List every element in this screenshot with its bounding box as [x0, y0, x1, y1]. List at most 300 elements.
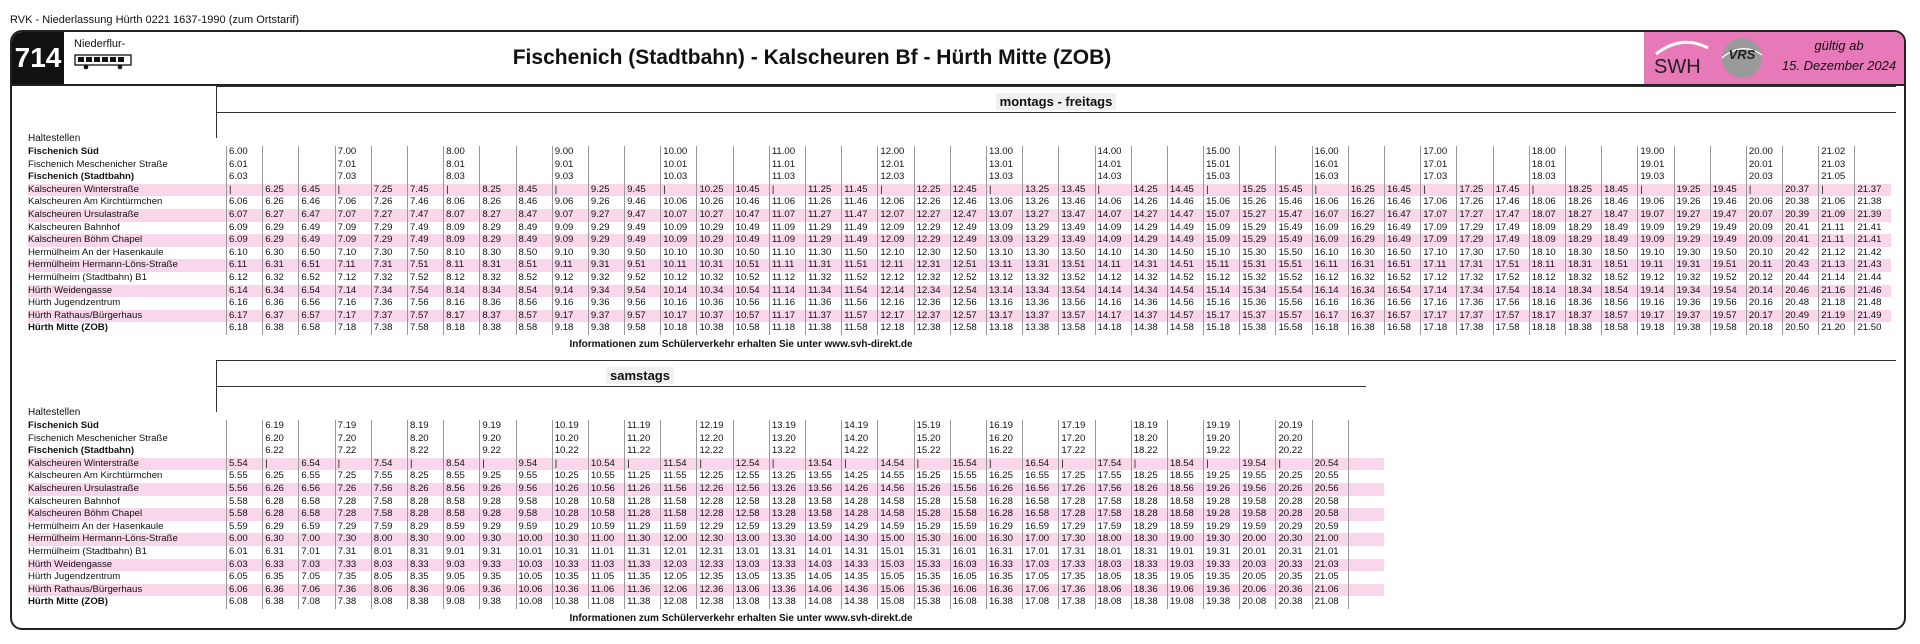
departure-time: 6.30 [263, 247, 299, 260]
departure-time: 15.49 [1276, 234, 1312, 247]
departure-time [1493, 171, 1529, 184]
departure-time: 12.34 [914, 285, 950, 298]
departure-time [1095, 445, 1131, 458]
departure-time: 18.27 [1565, 209, 1601, 222]
table-row [28, 508, 1384, 521]
departure-time: 19.38 [1204, 596, 1240, 609]
departure-time: 20.22 [1276, 445, 1312, 458]
departure-time: 16.01 [1312, 159, 1348, 172]
departure-time: 8.25 [480, 184, 516, 197]
departure-time: 7.03 [299, 559, 335, 572]
departure-time: 13.56 [806, 483, 842, 496]
departure-time: 19.37 [1674, 310, 1710, 323]
departure-time: | [227, 184, 263, 197]
departure-time: 8.17 [444, 310, 480, 323]
departure-time: 8.22 [407, 445, 443, 458]
departure-time: 16.52 [1385, 272, 1421, 285]
departure-time: 15.03 [878, 559, 914, 572]
departure-time [1348, 533, 1384, 546]
departure-time: 18.30 [1131, 533, 1167, 546]
departure-time: 16.18 [1312, 322, 1348, 335]
departure-time: 9.22 [480, 445, 516, 458]
departure-time: 7.30 [335, 533, 371, 546]
departure-time: 13.05 [733, 571, 769, 584]
departure-time: 8.33 [407, 559, 443, 572]
departure-time: 18.38 [1565, 322, 1601, 335]
departure-time: 18.10 [1529, 247, 1565, 260]
departure-time: 18.12 [1529, 272, 1565, 285]
departure-time: 9.10 [552, 247, 588, 260]
departure-time: 6.56 [299, 297, 335, 310]
departure-time: 18.00 [1095, 533, 1131, 546]
departure-time: 10.47 [733, 209, 769, 222]
departure-time [588, 420, 624, 433]
departure-time: 13.08 [733, 596, 769, 609]
departure-time: 15.28 [914, 508, 950, 521]
departure-time: 20.05 [1240, 571, 1276, 584]
departure-time [1023, 146, 1059, 159]
departure-time: 18.52 [1602, 272, 1638, 285]
departure-time: 19.45 [1710, 184, 1746, 197]
departure-time: 8.07 [444, 209, 480, 222]
departure-time: 17.16 [1421, 297, 1457, 310]
departure-time [1167, 420, 1203, 433]
departure-time: 12.19 [697, 420, 733, 433]
departure-time: 15.30 [914, 533, 950, 546]
departure-time: 8.25 [407, 470, 443, 483]
departure-time [950, 433, 986, 446]
departure-time: 11.46 [842, 196, 878, 209]
departure-time: 21.05 [1312, 571, 1348, 584]
departure-time: 20.30 [1276, 533, 1312, 546]
departure-time: 9.01 [444, 546, 480, 559]
departure-time: 11.37 [806, 310, 842, 323]
departure-time: 12.32 [914, 272, 950, 285]
departure-time: 8.57 [516, 310, 552, 323]
departure-time: 11.14 [769, 285, 805, 298]
departure-time: 14.11 [1095, 259, 1131, 272]
departure-time [227, 433, 263, 446]
departure-time: 12.46 [950, 196, 986, 209]
departure-time: 17.26 [1059, 483, 1095, 496]
departure-time: 16.14 [1312, 285, 1348, 298]
departure-time: 15.36 [914, 584, 950, 597]
departure-time: 17.00 [1023, 533, 1059, 546]
departure-time: 13.59 [806, 521, 842, 534]
departure-time: 20.18 [1746, 322, 1782, 335]
departure-time: 6.50 [299, 247, 335, 260]
departure-time: 12.05 [661, 571, 697, 584]
departure-time: 13.45 [1059, 184, 1095, 197]
departure-time: 17.54 [1493, 285, 1529, 298]
departure-time: 19.35 [1204, 571, 1240, 584]
departure-time: 9.25 [480, 470, 516, 483]
departure-time: 12.12 [878, 272, 914, 285]
stop-name: Kalscheuren Am Kirchtürmchen [28, 470, 163, 482]
departure-time: 9.19 [480, 420, 516, 433]
departure-time: 6.09 [227, 234, 263, 247]
departure-time: 8.58 [516, 322, 552, 335]
departure-time: 12.27 [914, 209, 950, 222]
departure-time: 13.31 [769, 546, 805, 559]
departure-time: 8.35 [407, 571, 443, 584]
departure-time: 8.59 [444, 521, 480, 534]
departure-time [625, 171, 661, 184]
departure-time: 19.29 [1204, 521, 1240, 534]
departure-time [1023, 159, 1059, 172]
departure-time: 11.38 [625, 596, 661, 609]
departure-time: 17.36 [1457, 297, 1493, 310]
departure-time [842, 171, 878, 184]
departure-time: 20.48 [1783, 297, 1819, 310]
stop-name: Fischenich (Stadtbahn) [28, 445, 135, 457]
departure-time: 6.22 [263, 445, 299, 458]
departure-time: 18.08 [1095, 596, 1131, 609]
departure-time: | [986, 458, 1022, 471]
departure-time: 18.20 [1131, 433, 1167, 446]
departure-time: 11.54 [661, 458, 697, 471]
departure-time: 6.27 [263, 209, 299, 222]
table-row [28, 209, 1891, 222]
departure-time [480, 146, 516, 159]
departure-time: 13.36 [1023, 297, 1059, 310]
departure-time: 17.03 [1421, 171, 1457, 184]
departure-time: 21.42 [1855, 247, 1891, 260]
departure-time: 19.06 [1638, 196, 1674, 209]
departure-time: 7.12 [335, 272, 371, 285]
departure-time: 17.55 [1095, 470, 1131, 483]
departure-time: 8.56 [516, 297, 552, 310]
departure-time: 12.25 [697, 470, 733, 483]
weekday-info-note: Informationen zum Schülerverkehr erhalten Sie unter www.svh-direkt.de [569, 339, 913, 350]
departure-time: 17.46 [1493, 196, 1529, 209]
departure-time: 16.51 [1385, 259, 1421, 272]
departure-time: 13.32 [1023, 272, 1059, 285]
departure-time: 12.56 [950, 297, 986, 310]
departure-time: 9.20 [480, 433, 516, 446]
departure-time [1674, 171, 1710, 184]
departure-time [299, 445, 335, 458]
departure-time: 9.07 [552, 209, 588, 222]
departure-time: 10.06 [516, 584, 552, 597]
departure-time [1565, 146, 1601, 159]
departure-time: 10.28 [552, 496, 588, 509]
departure-time: 13.35 [769, 571, 805, 584]
departure-time: 6.57 [299, 310, 335, 323]
departure-time: 19.33 [1204, 559, 1240, 572]
departure-time: 18.29 [1131, 521, 1167, 534]
departure-time: 21.19 [1819, 310, 1855, 323]
departure-time: 7.34 [371, 285, 407, 298]
departure-time: 18.56 [1602, 297, 1638, 310]
departure-time: 18.14 [1529, 285, 1565, 298]
departure-time: 12.17 [878, 310, 914, 323]
departure-time: 18.33 [1131, 559, 1167, 572]
departure-time: 18.57 [1602, 310, 1638, 323]
departure-time: 7.09 [335, 234, 371, 247]
departure-time: 18.58 [1167, 508, 1203, 521]
departure-time: 7.47 [407, 209, 443, 222]
departure-time: 13.49 [1059, 222, 1095, 235]
departure-time: 12.09 [878, 222, 914, 235]
departure-time: 9.18 [552, 322, 588, 335]
departure-time: 15.57 [1276, 310, 1312, 323]
departure-time: 9.14 [552, 285, 588, 298]
departure-time: 20.56 [1312, 483, 1348, 496]
departure-time [480, 171, 516, 184]
departure-time: 14.45 [1167, 184, 1203, 197]
departure-time: 15.58 [950, 496, 986, 509]
saturday-info-note: Informationen zum Schülerverkehr erhalten Sie unter www.svh-direkt.de [569, 613, 913, 624]
departure-time: 16.08 [950, 596, 986, 609]
departure-time: 11.55 [661, 470, 697, 483]
departure-time: 12.14 [878, 285, 914, 298]
departure-time: 17.25 [1059, 470, 1095, 483]
departure-time [480, 159, 516, 172]
departure-time: 13.14 [986, 285, 1022, 298]
departure-time: 6.58 [299, 322, 335, 335]
departure-time: 8.58 [444, 496, 480, 509]
table-row [28, 533, 1384, 546]
departure-time: 7.28 [335, 508, 371, 521]
departure-time: 13.07 [986, 209, 1022, 222]
departure-time: 9.06 [444, 584, 480, 597]
departure-time: 16.27 [1348, 209, 1384, 222]
departure-time: 6.49 [299, 222, 335, 235]
departure-time [1348, 159, 1384, 172]
departure-time: 14.54 [878, 458, 914, 471]
departure-time: 7.27 [371, 209, 407, 222]
departure-time: 16.59 [1023, 521, 1059, 534]
departure-time: 8.49 [516, 222, 552, 235]
departure-time: 11.29 [806, 234, 842, 247]
departure-time: 5.54 [227, 458, 263, 471]
departure-time [1674, 146, 1710, 159]
departure-time: 18.26 [1131, 483, 1167, 496]
departure-time: 15.59 [950, 521, 986, 534]
weekday-title [216, 94, 1896, 109]
departure-time: 10.34 [697, 285, 733, 298]
departure-time: | [263, 458, 299, 471]
departure-time: 16.31 [1348, 259, 1384, 272]
departure-time [878, 420, 914, 433]
table-row [28, 184, 1891, 197]
departure-time: 8.06 [371, 584, 407, 597]
departure-time: 20.09 [1746, 222, 1782, 235]
stop-name: Kalscheuren Ursulastraße [28, 483, 227, 496]
departure-time: 7.14 [335, 285, 371, 298]
departure-time: 13.11 [986, 259, 1022, 272]
departure-time: 12.20 [697, 433, 733, 446]
departure-time: 11.11 [769, 259, 805, 272]
departure-time: 16.05 [950, 571, 986, 584]
departure-time: 12.50 [950, 247, 986, 260]
table-row [28, 584, 1384, 597]
departure-time [1240, 159, 1276, 172]
departure-time: 8.19 [407, 420, 443, 433]
departure-time: 13.37 [1023, 310, 1059, 323]
departure-time [1276, 171, 1312, 184]
departure-time [806, 433, 842, 446]
departure-time: 6.49 [299, 234, 335, 247]
departure-time: 19.07 [1638, 209, 1674, 222]
departure-time: 16.36 [986, 584, 1022, 597]
departure-time [1493, 146, 1529, 159]
departure-time: 8.49 [516, 234, 552, 247]
departure-time [407, 159, 443, 172]
departure-time: 17.01 [1421, 159, 1457, 172]
departure-time: 16.58 [1023, 508, 1059, 521]
departure-time: 14.09 [1095, 222, 1131, 235]
departure-time: 7.33 [335, 559, 371, 572]
departure-time [407, 171, 443, 184]
departure-time: 13.26 [1023, 196, 1059, 209]
departure-time: 7.01 [299, 546, 335, 559]
departure-time: 15.09 [1204, 234, 1240, 247]
departure-time: 9.47 [625, 209, 661, 222]
departure-time: 16.07 [1312, 209, 1348, 222]
departure-time [1385, 171, 1421, 184]
departure-time: 19.25 [1674, 184, 1710, 197]
departure-time: 7.57 [407, 310, 443, 323]
departure-time: 9.30 [480, 533, 516, 546]
departure-time: 10.58 [588, 496, 624, 509]
departure-time: 13.34 [1023, 285, 1059, 298]
departure-time: | [407, 458, 443, 471]
departure-time: 18.54 [1167, 458, 1203, 471]
departure-time: 9.03 [552, 171, 588, 184]
departure-time: 10.46 [733, 196, 769, 209]
departure-time [1348, 470, 1384, 483]
departure-time: 20.59 [1312, 521, 1348, 534]
departure-time: 6.59 [299, 521, 335, 534]
departure-time: | [1131, 458, 1167, 471]
departure-time: 9.26 [588, 196, 624, 209]
departure-time: 9.28 [480, 496, 516, 509]
departure-time: 10.58 [588, 508, 624, 521]
departure-time: 17.12 [1421, 272, 1457, 285]
departure-time: 18.46 [1602, 196, 1638, 209]
departure-time: 11.28 [625, 508, 661, 521]
departure-time [1276, 159, 1312, 172]
departure-time: 10.00 [661, 146, 697, 159]
departure-time: 16.38 [1348, 322, 1384, 335]
departure-time: 16.06 [1312, 196, 1348, 209]
departure-time: 21.18 [1819, 297, 1855, 310]
route-title: Fischenich (Stadtbahn) - Kalscheuren Bf - Hürth Mitte (ZOB) [512, 46, 1112, 69]
departure-time: 20.31 [1276, 546, 1312, 559]
departure-time: 17.14 [1421, 285, 1457, 298]
departure-time: 20.03 [1746, 171, 1782, 184]
table-row [28, 521, 1384, 534]
departure-time: 20.00 [1746, 146, 1782, 159]
departure-time: 12.36 [697, 584, 733, 597]
departure-time [516, 159, 552, 172]
valid-from-date: 15. Dezember 2024 [1781, 58, 1897, 73]
departure-time: 16.54 [1023, 458, 1059, 471]
departure-time: 14.56 [1167, 297, 1203, 310]
departure-time: 21.12 [1819, 247, 1855, 260]
departure-time: 13.30 [1023, 247, 1059, 260]
departure-time [1240, 146, 1276, 159]
departure-time: 13.01 [733, 546, 769, 559]
departure-time: 11.07 [769, 209, 805, 222]
departure-time: 6.55 [299, 470, 335, 483]
departure-time: | [769, 184, 805, 197]
departure-time: 7.11 [335, 259, 371, 272]
departure-time: 7.54 [371, 458, 407, 471]
departure-time [1059, 146, 1095, 159]
departure-time: 19.08 [1167, 596, 1203, 609]
departure-time: 8.29 [407, 521, 443, 534]
departure-time: 15.34 [1240, 285, 1276, 298]
departure-time: 14.33 [842, 559, 878, 572]
departure-time: | [986, 184, 1022, 197]
stop-name: Fischenich Meschenicher Straße [28, 432, 168, 444]
departure-time: 8.08 [371, 596, 407, 609]
departure-time: 8.31 [407, 546, 443, 559]
departure-time: 7.01 [335, 159, 371, 172]
departure-time: 19.59 [1240, 521, 1276, 534]
departure-time: 19.01 [1167, 546, 1203, 559]
departure-time: 19.01 [1638, 159, 1674, 172]
departure-time: 18.25 [1131, 470, 1167, 483]
departure-time: 5.56 [227, 483, 263, 496]
departure-time: 10.28 [552, 508, 588, 521]
departure-time: 15.05 [878, 571, 914, 584]
departure-time: 6.09 [227, 222, 263, 235]
stop-name: Hermülheim An der Hasenkaule [28, 246, 164, 258]
departure-time [444, 445, 480, 458]
departure-time: 8.05 [371, 571, 407, 584]
departure-time [1493, 159, 1529, 172]
departure-time: 16.47 [1385, 209, 1421, 222]
departure-time: 21.16 [1819, 285, 1855, 298]
departure-time: 6.51 [299, 259, 335, 272]
departure-time: 18.47 [1602, 209, 1638, 222]
departure-time [227, 445, 263, 458]
departure-time: 9.37 [588, 310, 624, 323]
departure-time: 18.19 [1131, 420, 1167, 433]
departure-time [697, 146, 733, 159]
departure-time: 5.58 [227, 508, 263, 521]
departure-time: 17.25 [1457, 184, 1493, 197]
departure-time [625, 159, 661, 172]
departure-time: 12.49 [950, 234, 986, 247]
departure-time: 12.00 [878, 146, 914, 159]
departure-time [371, 146, 407, 159]
departure-time: 20.41 [1783, 234, 1819, 247]
departure-time: 10.01 [516, 546, 552, 559]
departure-time: 6.01 [227, 159, 263, 172]
departure-time: 18.09 [1529, 234, 1565, 247]
departure-time: 10.07 [661, 209, 697, 222]
departure-time: 16.56 [1023, 483, 1059, 496]
departure-time [263, 171, 299, 184]
departure-time: 19.00 [1638, 146, 1674, 159]
departure-time: 15.06 [878, 584, 914, 597]
table-row [28, 146, 1891, 159]
departure-time: 17.22 [1059, 445, 1095, 458]
departure-time: 10.57 [733, 310, 769, 323]
departure-time: 11.09 [769, 222, 805, 235]
departure-time: 19.30 [1674, 247, 1710, 260]
departure-time: 18.32 [1565, 272, 1601, 285]
departure-time: 6.34 [263, 285, 299, 298]
departure-time: 16.54 [1385, 285, 1421, 298]
departure-time [1240, 445, 1276, 458]
departure-time: 13.29 [1023, 234, 1059, 247]
